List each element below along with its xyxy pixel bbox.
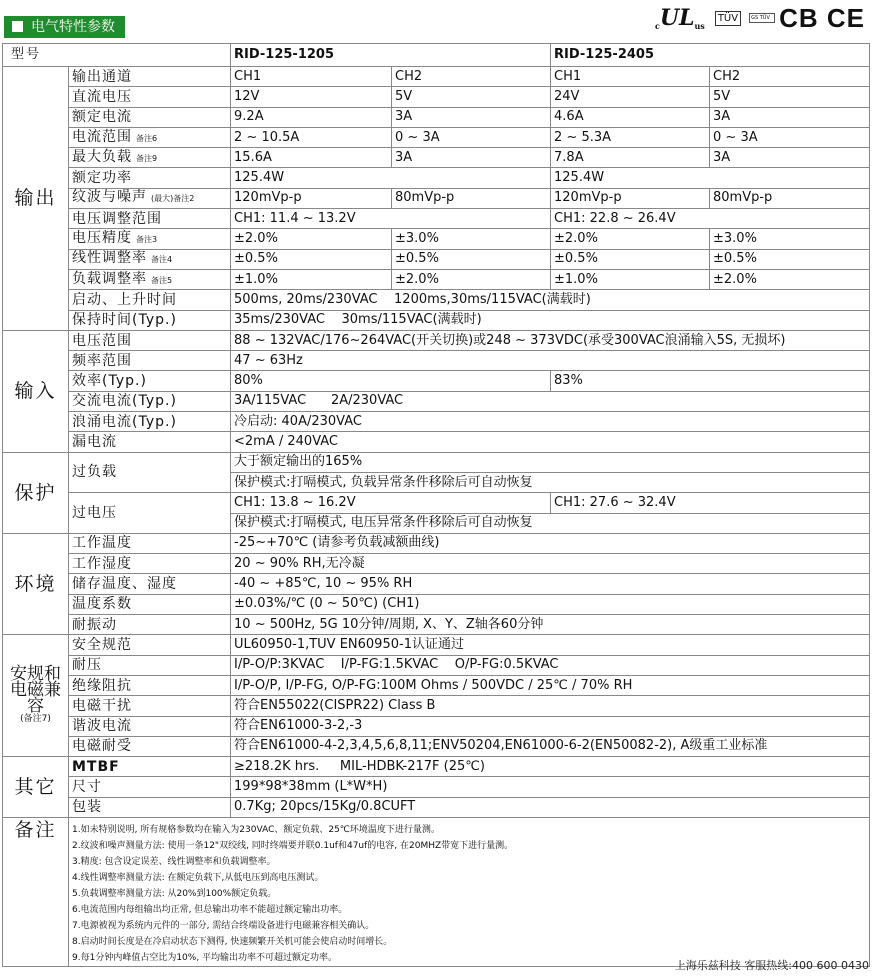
- cell: 0 ~ 3A: [392, 127, 551, 147]
- model-row: [3, 44, 870, 67]
- table-row: [3, 574, 870, 594]
- model-2: RID-125-2405: [551, 44, 870, 67]
- cell: 3A/115VAC 2A/230VAC: [231, 391, 870, 411]
- cell: 大于额定输出的165%: [231, 452, 870, 472]
- row-label: 工作温度: [69, 533, 231, 553]
- table-row: [3, 594, 870, 614]
- table-row: [3, 391, 870, 411]
- table-row: [3, 168, 870, 188]
- cell: ±0.5%: [231, 249, 392, 269]
- cell: 0.7Kg; 20pcs/15Kg/0.8CUFT: [231, 797, 870, 817]
- table-row: [3, 371, 870, 391]
- table-row: [3, 797, 870, 817]
- row-label: 负载调整率 备注5: [69, 269, 231, 289]
- cell: UL60950-1,TUV EN60950-1认证通过: [231, 635, 870, 655]
- cell: 35ms/230VAC 30ms/115VAC(满载时): [231, 310, 870, 330]
- cell: 2 ~ 5.3A: [551, 127, 710, 147]
- cell: 80mVp-p: [710, 188, 870, 208]
- row-label: 尺寸: [69, 777, 231, 797]
- cell: ±0.5%: [710, 249, 870, 269]
- cell: CH1: 11.4 ~ 13.2V: [231, 209, 551, 229]
- cell: 500ms, 20ms/230VAC 1200ms,30ms/115VAC(满载时): [231, 290, 870, 310]
- cell: 125.4W: [231, 168, 551, 188]
- note-item: 4.线性调整率测量方法: 在额定负载下,从低电压到高电压测试。: [72, 872, 324, 883]
- note-item: 2.纹波和噪声测量方法: 使用一条12"双绞线, 同时终端要并联0.1uf和47uf的电容, 在20MHZ带宽下进行量测。: [72, 840, 514, 851]
- cell: ±2.0%: [231, 229, 392, 249]
- cell: CH1: [231, 67, 392, 87]
- table-row: [3, 635, 870, 655]
- table-row: [3, 290, 870, 310]
- cell: 3A: [710, 148, 870, 168]
- cell: 10 ~ 500Hz, 5G 10分钟/周期, X、Y、Z轴各60分钟: [231, 615, 870, 635]
- table-row: [3, 188, 870, 208]
- cell: CH1: 27.6 ~ 32.4V: [551, 493, 870, 513]
- gs-logo: GS TÜV: [749, 13, 775, 23]
- spec-table: [2, 43, 870, 967]
- table-row: [3, 148, 870, 168]
- cell: 符合EN61000-4-2,3,4,5,6,8,11;ENV50204,EN61000-6-2(EN50082-2), A级重工业标准: [231, 736, 870, 756]
- table-row: [3, 330, 870, 350]
- category-notes: 备注: [3, 817, 69, 966]
- cell: CH1: [551, 67, 710, 87]
- cell: 9.2A: [231, 107, 392, 127]
- note-item: 7.电源被视为系统内元件的一部分, 需结合终端设备进行电磁兼容相关确认。: [72, 920, 375, 931]
- cell: 125.4W: [551, 168, 870, 188]
- cell: 5V: [392, 87, 551, 107]
- cell: I/P-O/P, I/P-FG, O/P-FG:100M Ohms / 500VDC / 25℃ / 70% RH: [231, 675, 870, 695]
- certification-logos: [655, 3, 865, 33]
- row-label: 额定电流: [69, 107, 231, 127]
- table-row: [3, 452, 870, 472]
- cell: 12V: [231, 87, 392, 107]
- cell: 15.6A: [231, 148, 392, 168]
- row-label: 过负载: [69, 452, 231, 493]
- note-item: 1.如未特别说明, 所有规格参数均在输入为230VAC、额定负载、25℃环境温度下进行量测。: [72, 824, 440, 835]
- tuv-logo: TÜV: [715, 11, 741, 26]
- table-row: [3, 87, 870, 107]
- category-safety-emc: 安规和电磁兼容 (备注7): [3, 635, 69, 757]
- cell: 83%: [551, 371, 870, 391]
- cell: ±3.0%: [710, 229, 870, 249]
- row-label: 浪涌电流(Typ.): [69, 412, 231, 432]
- table-row: [3, 655, 870, 675]
- section-title: 电气特性参数: [31, 19, 115, 35]
- note-item: 9.每1分钟内峰值占空比为10%, 平均输出功率不可超过额定功率。: [72, 952, 338, 963]
- row-label: 直流电压: [69, 87, 231, 107]
- cell: CH1: 22.8 ~ 26.4V: [551, 209, 870, 229]
- row-label: 电压范围: [69, 330, 231, 350]
- notes-row: [3, 817, 870, 966]
- cell: 4.6A: [551, 107, 710, 127]
- table-row: [3, 493, 870, 513]
- row-label: 电压调整范围: [69, 209, 231, 229]
- note-item: 3.精度: 包含设定误差、线性调整率和负载调整率。: [72, 856, 276, 867]
- row-label: 谐波电流: [69, 716, 231, 736]
- note-item: 8.启动时间长度是在冷启动状态下测得, 快速频繁开关机可能会使启动时间增长。: [72, 936, 393, 947]
- model-label: 型号: [3, 44, 231, 67]
- cell: ±2.0%: [392, 269, 551, 289]
- table-row: [3, 229, 870, 249]
- cell: ±0.5%: [551, 249, 710, 269]
- table-row: [3, 777, 870, 797]
- row-label: 启动、上升时间: [69, 290, 231, 310]
- cell: ±2.0%: [710, 269, 870, 289]
- row-label: 包装: [69, 797, 231, 817]
- table-row: [3, 675, 870, 695]
- table-row: [3, 249, 870, 269]
- table-row: [3, 533, 870, 553]
- row-label: 电磁干扰: [69, 696, 231, 716]
- cell: 120mVp-p: [551, 188, 710, 208]
- row-label: 过电压: [69, 493, 231, 534]
- table-row: [3, 412, 870, 432]
- cell: CH1: 13.8 ~ 16.2V: [231, 493, 551, 513]
- cell: ±0.5%: [392, 249, 551, 269]
- row-label: 交流电流(Typ.): [69, 391, 231, 411]
- row-label: 耐压: [69, 655, 231, 675]
- row-label: 保持时间(Typ.): [69, 310, 231, 330]
- cell: CH2: [710, 67, 870, 87]
- cell: I/P-O/P:3KVAC I/P-FG:1.5KVAC O/P-FG:0.5KVAC: [231, 655, 870, 675]
- cell: 20 ~ 90% RH,无冷凝: [231, 554, 870, 574]
- cell: 80%: [231, 371, 551, 391]
- row-label: 最大负载 备注9: [69, 148, 231, 168]
- ul-logo: cULus: [654, 5, 705, 31]
- row-label: 漏电流: [69, 432, 231, 452]
- row-label: 频率范围: [69, 351, 231, 371]
- cell: ±0.03%/℃ (0 ~ 50℃) (CH1): [231, 594, 870, 614]
- table-row: [3, 67, 870, 87]
- category-protection: 保护: [3, 452, 69, 533]
- table-row: [3, 554, 870, 574]
- cell: 0 ~ 3A: [710, 127, 870, 147]
- row-label: 效率(Typ.): [69, 371, 231, 391]
- cell: 符合EN55022(CISPR22) Class B: [231, 696, 870, 716]
- cell: 3A: [392, 148, 551, 168]
- cell: -25~+70℃ (请参考负载减额曲线): [231, 533, 870, 553]
- note-item: 6.电流范围内每组输出均正常, 但总输出功率不能超过额定输出功率。: [72, 904, 348, 915]
- cell: <2mA / 240VAC: [231, 432, 870, 452]
- model-1: RID-125-1205: [231, 44, 551, 67]
- row-label: 储存温度、湿度: [69, 574, 231, 594]
- cell: 88 ~ 132VAC/176~264VAC(开关切换)或248 ~ 373VDC(承受300VAC浪涌输入5S, 无损坏): [231, 330, 870, 350]
- cell: ±3.0%: [392, 229, 551, 249]
- cell: 2 ~ 10.5A: [231, 127, 392, 147]
- table-row: [3, 127, 870, 147]
- row-label: 电磁耐受: [69, 736, 231, 756]
- row-label: 安全规范: [69, 635, 231, 655]
- cell: 保护模式:打嗝模式, 负载异常条件移除后可自动恢复: [231, 472, 870, 492]
- cell: 符合EN61000-3-2,-3: [231, 716, 870, 736]
- table-row: [3, 310, 870, 330]
- cell: 199*98*38mm (L*W*H): [231, 777, 870, 797]
- notes-list: [69, 817, 870, 966]
- cell: 47 ~ 63Hz: [231, 351, 870, 371]
- cell: ±1.0%: [551, 269, 710, 289]
- cell: 24V: [551, 87, 710, 107]
- row-label: MTBF: [69, 757, 231, 777]
- cell: 120mVp-p: [231, 188, 392, 208]
- cell: CH2: [392, 67, 551, 87]
- table-row: [3, 209, 870, 229]
- table-row: [3, 615, 870, 635]
- table-row: [3, 716, 870, 736]
- cell: 3A: [392, 107, 551, 127]
- row-label: 绝缘阻抗: [69, 675, 231, 695]
- square-icon: [12, 21, 23, 32]
- row-label: 纹波与噪声 (最大)备注2: [69, 188, 231, 208]
- cell: 7.8A: [551, 148, 710, 168]
- table-row: [3, 269, 870, 289]
- category-output: 输出: [3, 67, 69, 331]
- cb-ce-logo: CB CE: [779, 2, 865, 33]
- row-label: 耐振动: [69, 615, 231, 635]
- row-label: 额定功率: [69, 168, 231, 188]
- category-others: 其它: [3, 757, 69, 818]
- cell: 5V: [710, 87, 870, 107]
- row-label: 工作湿度: [69, 554, 231, 574]
- cell: 80mVp-p: [392, 188, 551, 208]
- section-title-tag: [4, 16, 125, 38]
- table-row: [3, 757, 870, 777]
- category-input: 输入: [3, 330, 69, 452]
- cell: -40 ~ +85℃, 10 ~ 95% RH: [231, 574, 870, 594]
- row-label: 电压精度 备注3: [69, 229, 231, 249]
- cell: 3A: [710, 107, 870, 127]
- note-item: 5.负载调整率测量方法: 从20%到100%额定负载。: [72, 888, 277, 899]
- contact-info: 上海乐兹科技 客服热线:400 600 0430: [674, 959, 869, 972]
- table-row: [3, 107, 870, 127]
- row-label: 温度系数: [69, 594, 231, 614]
- table-row: [3, 736, 870, 756]
- category-environment: 环境: [3, 533, 69, 634]
- cell: 冷启动: 40A/230VAC: [231, 412, 870, 432]
- table-row: [3, 696, 870, 716]
- table-row: [3, 432, 870, 452]
- row-label: 输出通道: [69, 67, 231, 87]
- row-label: 电流范围 备注6: [69, 127, 231, 147]
- cell: ±2.0%: [551, 229, 710, 249]
- table-row: [3, 351, 870, 371]
- row-label: 线性调整率 备注4: [69, 249, 231, 269]
- cell: ≥218.2K hrs. MIL-HDBK-217F (25℃): [231, 757, 870, 777]
- cell: 保护模式:打嗝模式, 电压异常条件移除后可自动恢复: [231, 513, 870, 533]
- cell: ±1.0%: [231, 269, 392, 289]
